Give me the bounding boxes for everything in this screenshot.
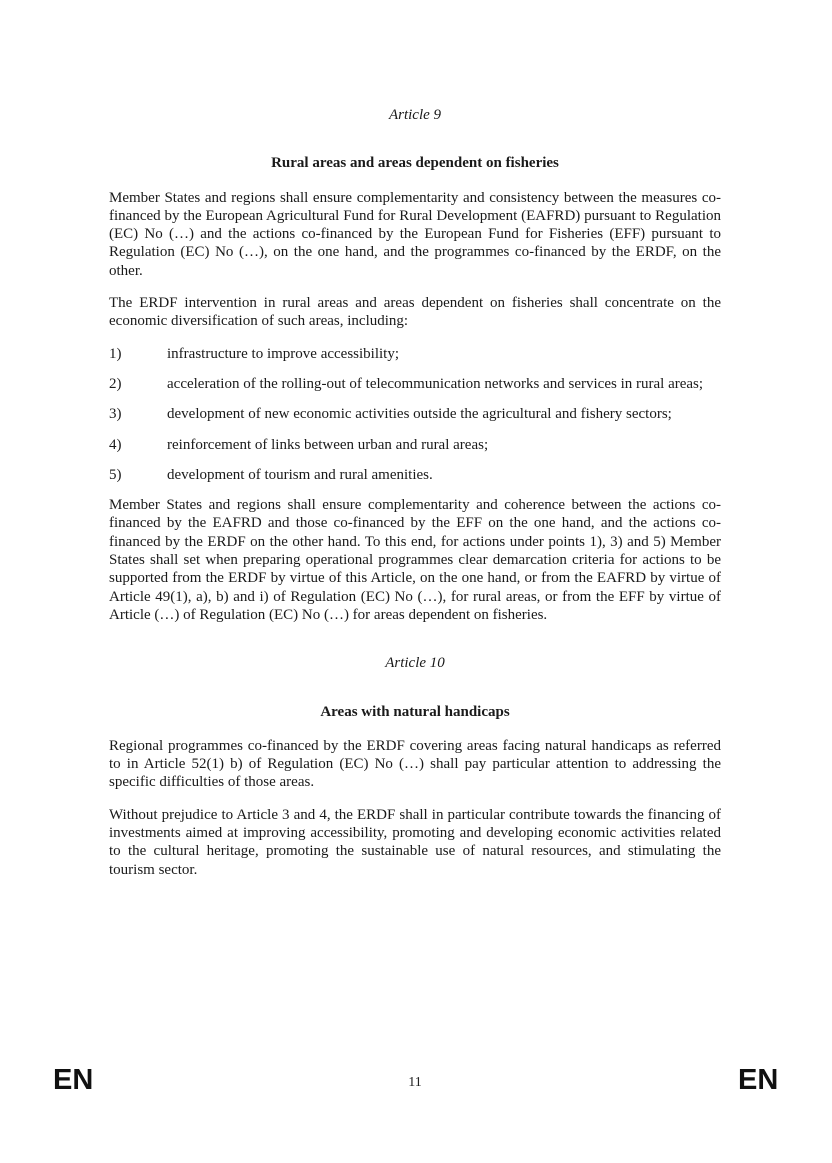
article-10-paragraph-1: Regional programmes co-financed by the ERDF covering areas facing natural handicaps as referred to in Article 52(1) b) of Regulation (EC) No (…) shall pay particular attention to addressing the specific difficulties of those areas. [109, 737, 721, 791]
list-item [109, 436, 721, 454]
list-item-text: development of new economic activities outside the agricultural and fishery sectors; [167, 406, 672, 423]
page-content [109, 106, 721, 893]
footer-language-right: EN [738, 1064, 779, 1096]
article-9-paragraph-2: The ERDF intervention in rural areas and areas dependent on fisheries shall concentrate on the economic diversification of such areas, including: [109, 295, 721, 330]
list-item-text: acceleration of the rolling-out of telecommunication networks and services in rural areas; [167, 375, 704, 392]
article-10-title: Areas with natural handicaps [320, 703, 510, 720]
article-9-paragraph-1: Member States and regions shall ensure complementarity and consistency between the measures co-financed by the European Agricultural Fund for Rural Development (EAFRD) pursuant to Regulation (EC) No (…) and the actions co-financed by the European Fund for Fisheries (EFF) pursuant to Regulation (EC) No (…), on the one hand, and the programmes co-financed by the ERDF, on the other. [109, 189, 721, 279]
section-spacer [109, 638, 721, 654]
list-item-text: infrastructure to improve accessibility; [167, 345, 400, 362]
list-item [109, 405, 721, 423]
article-10-paragraph-2: Without prejudice to Article 3 and 4, the ERDF shall in particular contribute towards the financing of investments aimed at improving accessibility, promoting and developing economic activities related to the cultural heritage, promoting the sustainable use of natural resources, and stimulating the tourism sector. [109, 806, 721, 878]
article-9-heading: Article 9 [388, 107, 442, 123]
article-10-heading: Article 10 [385, 655, 445, 672]
list-item-number: 1) [109, 345, 122, 362]
list-item-number: 4) [109, 436, 122, 453]
page-number: 11 [408, 1075, 422, 1090]
list-item [109, 466, 721, 484]
article-9-list [109, 345, 721, 484]
footer-language-left: EN [53, 1064, 94, 1096]
list-item [109, 375, 721, 393]
list-item-text: reinforcement of links between urban and rural areas; [167, 436, 489, 453]
list-item-text: development of tourism and rural amenities. [167, 466, 433, 483]
article-9-title: Rural areas and areas dependent on fisheries [271, 155, 559, 172]
article-9-paragraph-3: Member States and regions shall ensure complementarity and coherence between the actions co-financed by the EAFRD and those co-financed by the EFF on the one hand, and the actions co-financed by the ERDF on the other hand. To this end, for actions under points 1), 3) and 5) Member States shall set when preparing operational programmes clear demarcation criteria for actions to be supported from the ERDF by virtue of this Article, on the one hand, or from the EAFRD by virtue of Article 49(1), a), b) and i) of Regulation (EC) No (…), for rural areas, or from the EFF by virtue of Article (…) of Regulation (EC) No (…) for areas dependent on fisheries. [109, 497, 721, 623]
list-item-number: 3) [109, 406, 122, 423]
list-item-number: 5) [109, 466, 122, 483]
list-item-number: 2) [109, 375, 122, 392]
list-item [109, 345, 721, 363]
